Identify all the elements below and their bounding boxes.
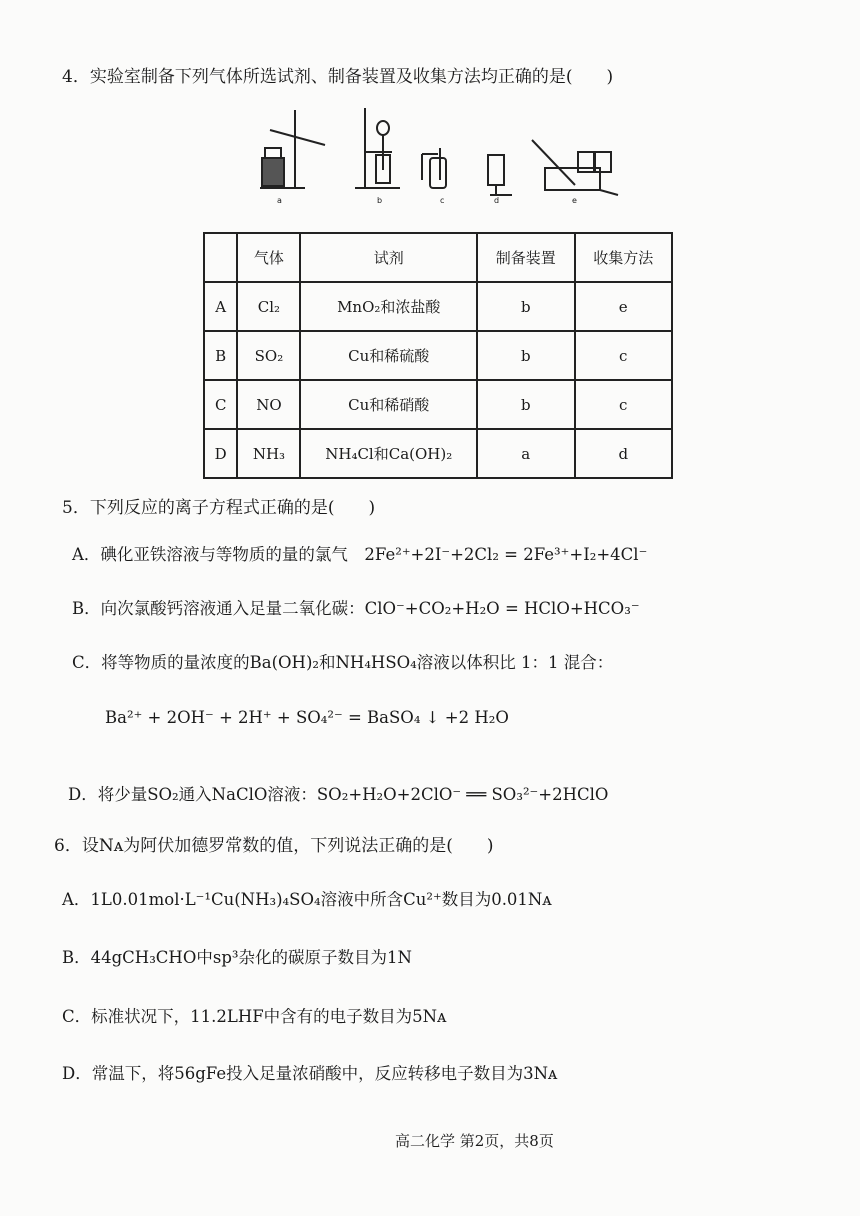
q4-table xyxy=(203,232,673,479)
option-cell: D xyxy=(204,429,237,478)
apparatus-drawing xyxy=(250,100,620,210)
apparatus-label-a: a xyxy=(277,196,282,205)
q5-option-a: A．碘化亚铁溶液与等物质的量的氯气 2Fe²⁺+2I⁻+2Cl₂ = 2Fe³⁺+I₂+4Cl⁻ xyxy=(72,545,648,564)
table-header-cell: 收集方法 xyxy=(575,233,673,282)
device-cell: b xyxy=(477,331,574,380)
q4-stem: 4．实验室制备下列气体所选试剂、制备装置及收集方法均正确的是( ) xyxy=(62,67,614,87)
apparatus-label-d: d xyxy=(494,196,500,205)
apparatus-figure xyxy=(250,100,620,210)
gas-cell: NO xyxy=(237,380,300,429)
gas-cell: NH₃ xyxy=(237,429,300,478)
q6-option-a: A．1L0.01mol·L⁻¹Cu(NH₃)₄SO₄溶液中所含Cu²⁺数目为0.01Nᴀ xyxy=(62,890,552,909)
option-cell: A xyxy=(204,282,237,331)
collect-cell: c xyxy=(575,380,673,429)
apparatus-label-c: c xyxy=(440,196,445,205)
device-cell: b xyxy=(477,380,574,429)
table-header-cell: 试剂 xyxy=(300,233,477,282)
table-row xyxy=(204,380,672,429)
table-header-row xyxy=(204,233,672,282)
page-footer: 高二化学 第2页，共8页 xyxy=(395,1132,554,1150)
q5-stem: 5．下列反应的离子方程式正确的是( ) xyxy=(62,498,376,518)
option-cell: B xyxy=(204,331,237,380)
q6-option-c: C．标准状况下，11.2LHF中含有的电子数目为5Nᴀ xyxy=(62,1007,447,1026)
q6-stem: 6．设Nᴀ为阿伏加德罗常数的值，下列说法正确的是( ) xyxy=(54,836,494,856)
apparatus-label-b: b xyxy=(377,196,383,205)
gas-cell: SO₂ xyxy=(237,331,300,380)
q6-option-b: B．44gCH₃CHO中sp³杂化的碳原子数目为1N xyxy=(62,948,412,967)
table-row xyxy=(204,282,672,331)
collect-cell: c xyxy=(575,331,673,380)
table-header-cell: 气体 xyxy=(237,233,300,282)
collect-cell: e xyxy=(575,282,673,331)
option-cell: C xyxy=(204,380,237,429)
reagent-cell: NH₄Cl和Ca(OH)₂ xyxy=(300,429,477,478)
table-header-cell xyxy=(204,233,237,282)
q5-option-b: B．向次氯酸钙溶液通入足量二氧化碳：ClO⁻+CO₂+H₂O = HClO+HCO₃⁻ xyxy=(72,599,640,618)
q5-option-c-equation: Ba²⁺ + 2OH⁻ + 2H⁺ + SO₄²⁻ = BaSO₄ ↓ +2 H₂O xyxy=(105,708,509,727)
reagent-cell: Cu和稀硝酸 xyxy=(300,380,477,429)
q5-option-d: D．将少量SO₂通入NaClO溶液：SO₂+H₂O+2ClO⁻ ══ SO₃²⁻+2HClO xyxy=(68,785,609,804)
device-cell: a xyxy=(477,429,574,478)
table-header-cell: 制备装置 xyxy=(477,233,574,282)
apparatus-label-e: e xyxy=(572,196,577,205)
collect-cell: d xyxy=(575,429,673,478)
gas-cell: Cl₂ xyxy=(237,282,300,331)
table-row xyxy=(204,331,672,380)
q6-option-d: D．常温下，将56gFe投入足量浓硝酸中，反应转移电子数目为3Nᴀ xyxy=(62,1064,558,1083)
reagent-cell: MnO₂和浓盐酸 xyxy=(300,282,477,331)
q5-option-c: C．将等物质的量浓度的Ba(OH)₂和NH₄HSO₄溶液以体积比 1：1 混合： xyxy=(72,653,614,672)
device-cell: b xyxy=(477,282,574,331)
reagent-cell: Cu和稀硫酸 xyxy=(300,331,477,380)
table-row xyxy=(204,429,672,478)
